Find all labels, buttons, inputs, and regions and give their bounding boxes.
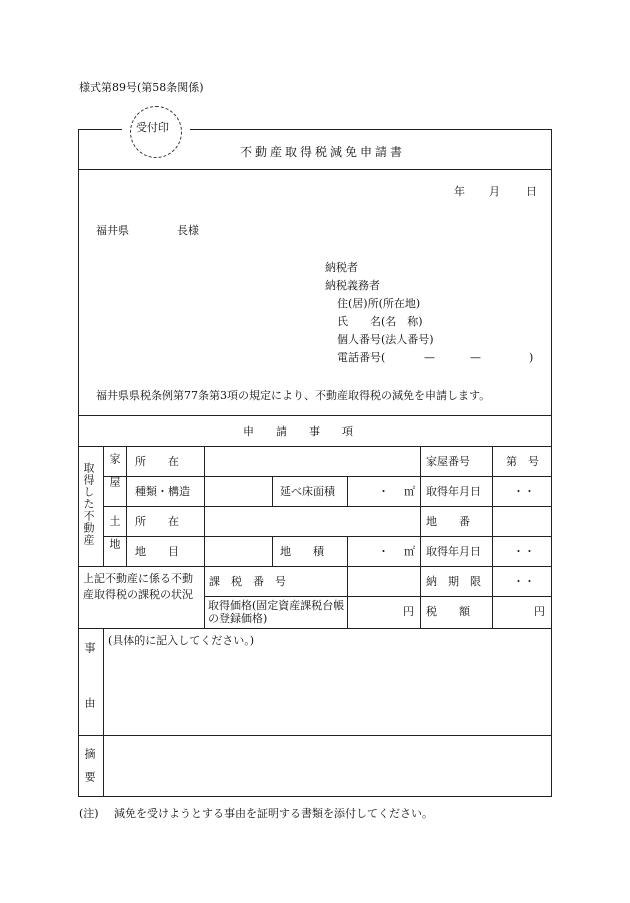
col-line-taxval [347, 566, 348, 628]
house-location-label: 所 在 [135, 455, 179, 468]
lot-number-label: 地 番 [426, 515, 470, 528]
reason-label: 事由 [83, 642, 96, 752]
col-line-landarea [272, 536, 273, 566]
addressee-suffix: 長様 [177, 224, 199, 237]
addressee-prefecture: 福井県 [96, 224, 129, 237]
form-title: 不動産取得税減免申請書 [240, 145, 406, 159]
house-acquired-date-dots: ・・ [513, 485, 535, 498]
date-day: 日 [526, 185, 537, 198]
tax-amount-label: 税 額 [426, 605, 470, 618]
stamp-label: 受付印 [136, 121, 169, 134]
tax-amount-yen: 円 [534, 605, 545, 618]
reason-hint: (具体的に記入してください。) [108, 634, 255, 647]
floor-area-dot: ・ [378, 485, 389, 498]
address-label: 住(居)所(所在地) [337, 297, 421, 310]
col-line-landareaval [347, 536, 348, 566]
acquisition-price-label: 取得価格(固定資産課税台帳の登録価格) [208, 599, 345, 625]
land-area-unit: ㎡ [404, 545, 415, 558]
id-number-label: 個人番号(法人番号) [337, 333, 434, 346]
land-location-label: 所 在 [135, 515, 179, 528]
title-divider [78, 169, 552, 170]
section-header-line [78, 446, 552, 447]
application-statement: 福井県県税条例第77条第3項の規定により、不動産取得税の減免を申請します。 [96, 389, 491, 402]
phone-close: ) [529, 351, 534, 364]
house-number-label: 家屋番号 [426, 455, 470, 468]
land-acquired-date-label: 取得年月日 [426, 545, 481, 558]
note-prefix: (注) [79, 807, 99, 820]
col-line-reason [103, 628, 104, 797]
row-line-3 [103, 536, 552, 537]
house-number-value: 第 号 [506, 455, 539, 468]
land-label: 土地 [108, 515, 121, 561]
col-line-label [204, 446, 205, 628]
row-line-1 [103, 476, 552, 477]
col-line-floor [272, 476, 273, 506]
phone-dash-1: — [424, 351, 435, 364]
name-label: 氏 名(名 称) [337, 315, 423, 328]
col-line-sub [126, 446, 127, 566]
remarks-label: 摘要 [83, 748, 96, 794]
land-category-label: 地 目 [135, 545, 179, 558]
note-text: 減免を受けようとする事由を証明する書類を添付してください。 [114, 807, 433, 820]
row-line-6 [78, 628, 552, 629]
house-acquired-date-label: 取得年月日 [426, 485, 481, 498]
tax-number-label: 課 税 番 号 [209, 575, 286, 588]
section-header: 申 請 事 項 [243, 425, 353, 438]
row-line-7 [78, 735, 552, 736]
price-yen: 円 [403, 605, 414, 618]
land-area-dot: ・ [378, 545, 389, 558]
land-acquired-date-dots: ・・ [513, 545, 535, 558]
land-area-label: 地 積 [280, 545, 324, 558]
date-year: 年 [454, 185, 465, 198]
obligor-label: 納税義務者 [325, 279, 380, 292]
form-number: 様式第89号(第58条関係) [79, 81, 204, 94]
house-label: 家屋 [108, 453, 121, 499]
type-structure-label: 種類・構造 [135, 485, 190, 498]
taxpayer-label: 納税者 [325, 261, 358, 274]
tax-status-label: 上記不動産に係る不動産取得税の課税の状況 [83, 572, 193, 601]
due-date-label: 納 期 限 [426, 575, 481, 588]
floor-area-label: 延べ床面積 [280, 485, 335, 498]
date-month: 月 [489, 185, 500, 198]
row-line-2 [103, 506, 552, 507]
row-line-4 [78, 566, 552, 567]
phone-dash-2: — [470, 351, 481, 364]
row-line-5 [204, 596, 552, 597]
col-line-floorval [347, 476, 348, 506]
section-top-line [78, 415, 552, 416]
col-line-right-value [492, 446, 493, 628]
col-line-group [103, 446, 104, 566]
phone-label: 電話番号( [337, 351, 386, 364]
floor-area-unit: ㎡ [404, 485, 415, 498]
acquired-property-label: 取得した不動産 [82, 462, 95, 546]
col-line-right-label [420, 446, 421, 628]
due-date-dots: ・・ [513, 575, 535, 588]
